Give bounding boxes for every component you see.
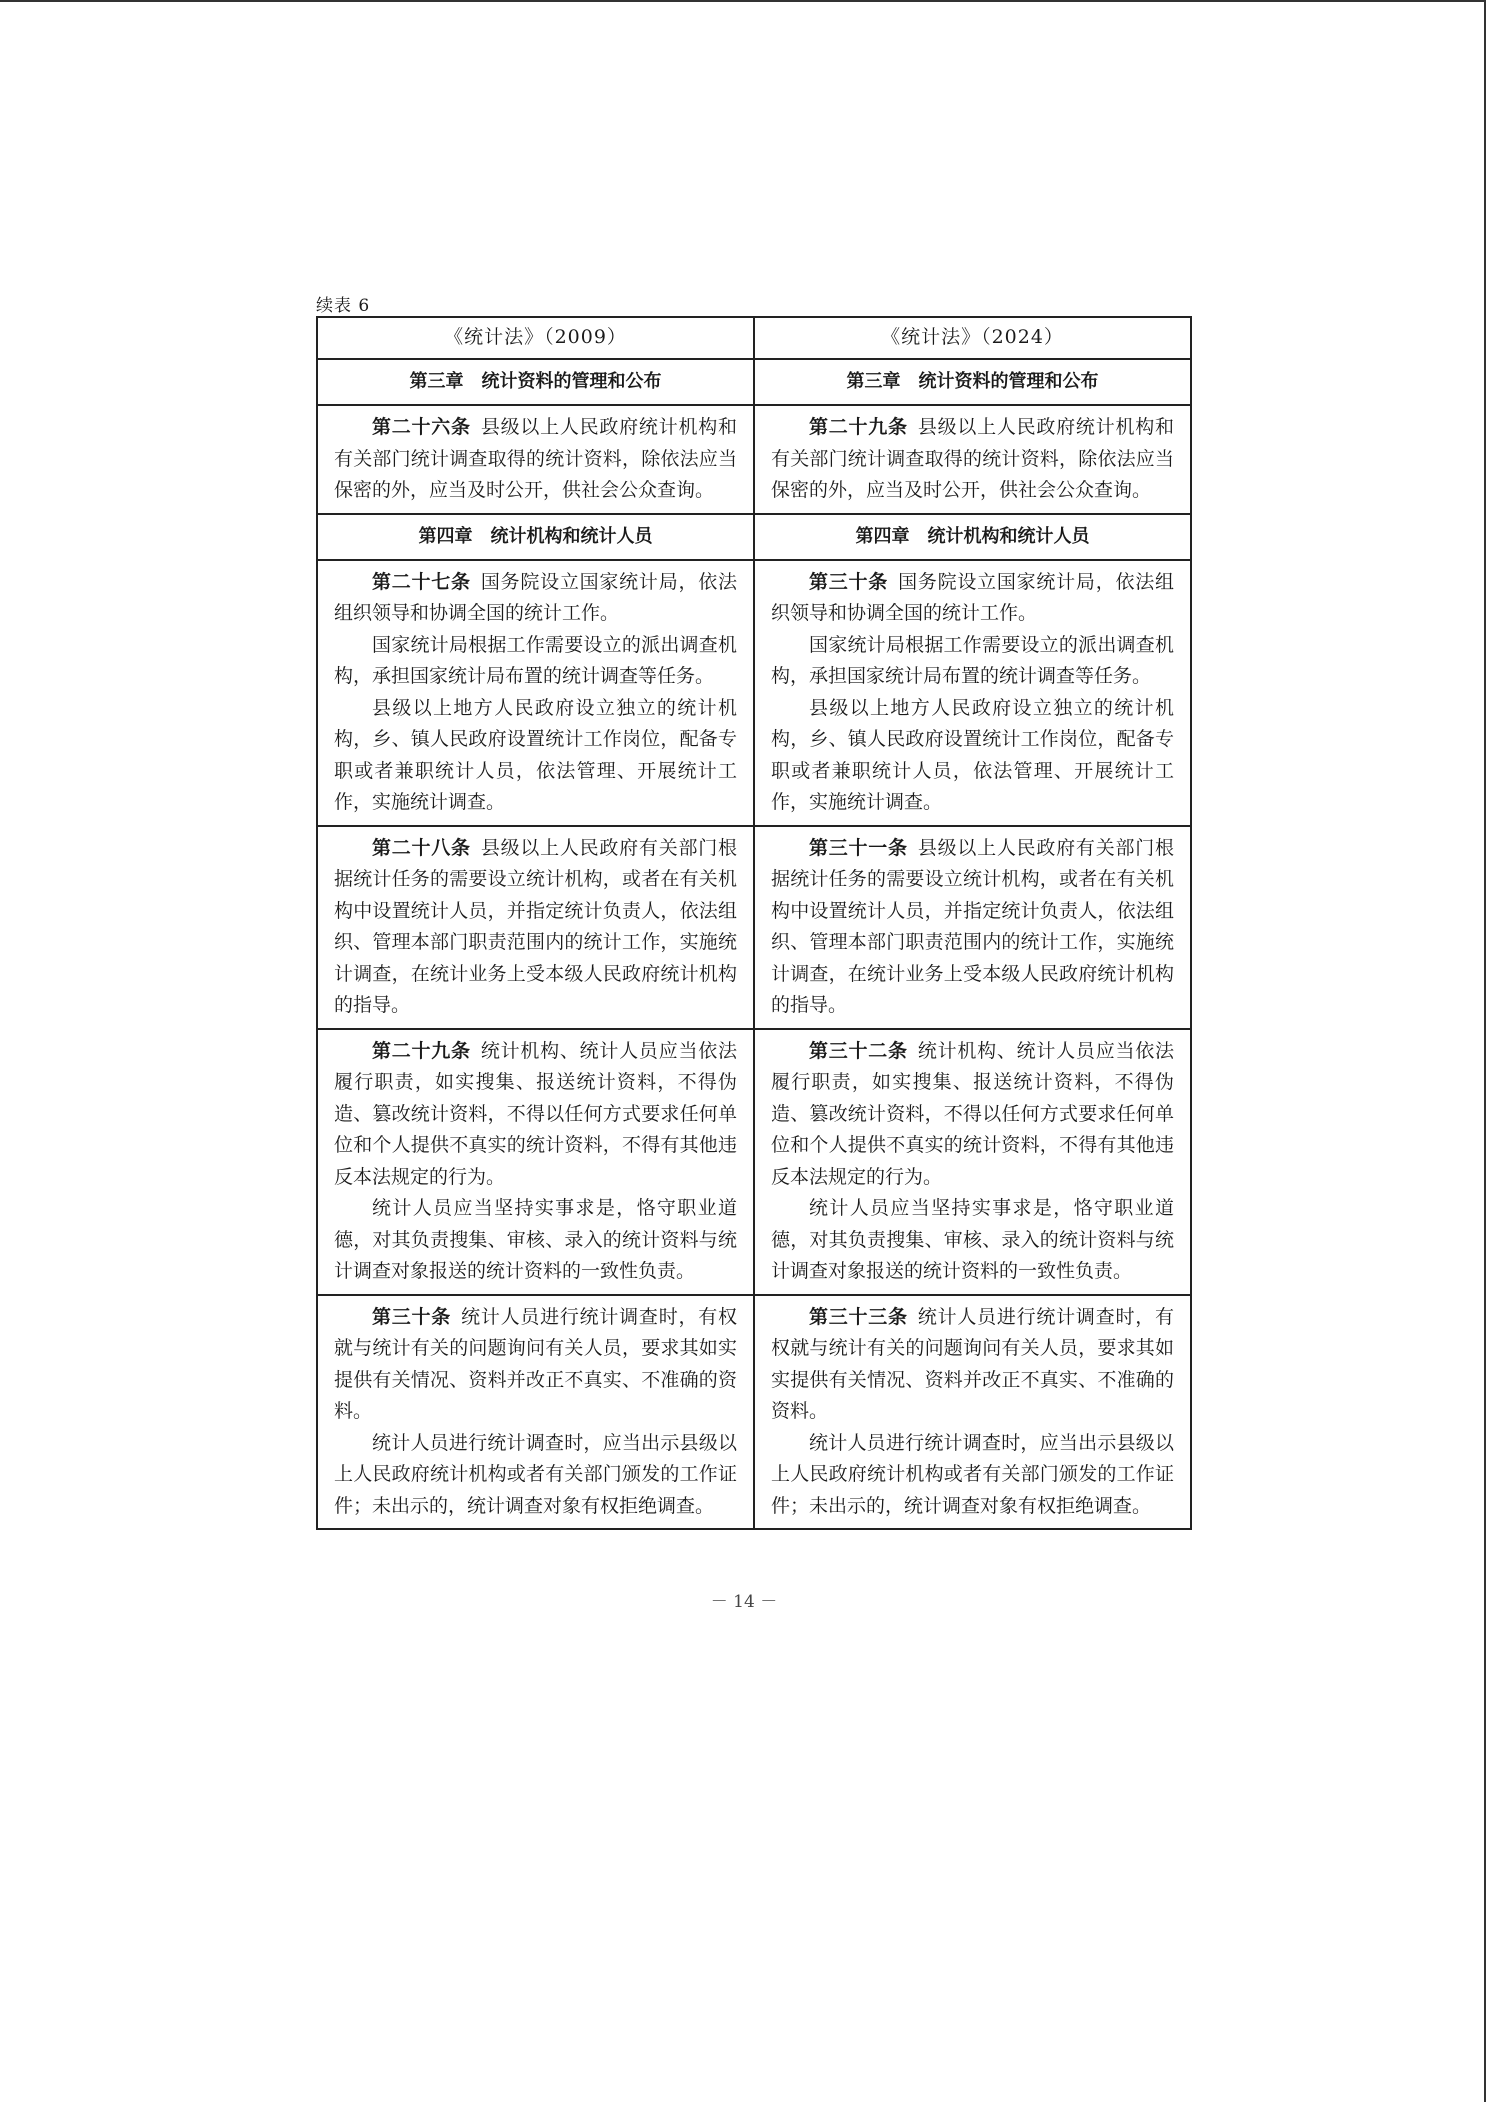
- article-paragraph: [771, 567, 1174, 630]
- article-cell-left: [317, 1029, 754, 1295]
- article-cell-right: [754, 1295, 1191, 1530]
- article-paragraph: [771, 1036, 1174, 1194]
- article-label: 第二十六条: [372, 416, 471, 438]
- chapter-row: [317, 514, 1191, 560]
- chapter-heading-right: [754, 359, 1191, 405]
- article-paragraph: [334, 1428, 737, 1523]
- article-paragraph: [334, 567, 737, 630]
- article-paragraph: [334, 693, 737, 819]
- article-label: 第三十条: [372, 1305, 452, 1328]
- article-cell-right: [754, 826, 1191, 1029]
- article-label: 第二十七条: [372, 570, 471, 593]
- article-text: 国务院设立国家统计局，依法组织领导和协调全国的统计工作。: [334, 570, 737, 624]
- chapter-heading-right: [754, 514, 1191, 560]
- article-text: 统计机构、统计人员应当依法履行职责，如实搜集、报送统计资料，不得伪造、篡改统计资料，不得以任何方式要求任何单位和个人提供不真实的统计资料，不得有其他违反本法规定的行为。: [334, 1039, 737, 1188]
- article-cell-right: [754, 560, 1191, 826]
- article-paragraph: [771, 1193, 1174, 1288]
- article-row: [317, 1295, 1191, 1530]
- article-text: 县级以上人民政府有关部门根据统计任务的需要设立统计机构，或者在有关机构中设置统计人员，并指定统计负责人，依法组织、管理本部门职责范围内的统计工作，实施统计调查，在统计业务上受本级人民政府统计机构的指导。: [771, 836, 1174, 1016]
- chapter-title: 统计资料的管理和公布: [481, 371, 662, 393]
- comparison-table: [316, 316, 1192, 1530]
- article-text: 国务院设立国家统计局，依法组织领导和协调全国的统计工作。: [771, 570, 1174, 624]
- article-text: 县级以上人民政府统计机构和有关部门统计调查取得的统计资料，除依法应当保密的外，应当及时公开，供社会公众查询。: [771, 416, 1174, 501]
- article-text: 国家统计局根据工作需要设立的派出调查机构，承担国家统计局布置的统计调查等任务。: [334, 633, 737, 687]
- article-text: 统计人员进行统计调查时，应当出示县级以上人民政府统计机构或者有关部门颁发的工作证件；未出示的，统计调查对象有权拒绝调查。: [771, 1431, 1174, 1517]
- article-row: [317, 826, 1191, 1029]
- article-cell-left: [317, 1295, 754, 1530]
- chapter-title: 统计机构和统计人员: [927, 525, 1090, 547]
- article-row: [317, 1029, 1191, 1295]
- article-paragraph: [771, 833, 1174, 1022]
- article-paragraph: [771, 1302, 1174, 1428]
- article-text: 统计人员进行统计调查时，应当出示县级以上人民政府统计机构或者有关部门颁发的工作证件；未出示的，统计调查对象有权拒绝调查。: [334, 1431, 737, 1517]
- article-paragraph: [771, 630, 1174, 693]
- table-header-row: [317, 317, 1191, 359]
- article-cell-left: [317, 826, 754, 1029]
- article-cell-right: [754, 405, 1191, 514]
- article-text: 统计人员应当坚持实事求是，恪守职业道德，对其负责搜集、审核、录入的统计资料与统计调查对象报送的统计资料的一致性负责。: [334, 1197, 737, 1282]
- chapter-row: [317, 359, 1191, 405]
- article-row: [317, 560, 1191, 826]
- column-header-2009: 《统计法》（2009）: [317, 317, 754, 359]
- article-cell-left: [317, 560, 754, 826]
- chapter-number: 第四章: [855, 525, 910, 547]
- chapter-number: 第四章: [418, 525, 473, 547]
- chapter-heading-left: [317, 359, 754, 405]
- chapter-number: 第三章: [409, 371, 464, 393]
- article-paragraph: [334, 412, 737, 507]
- table-caption: 续表 6: [316, 296, 371, 316]
- article-text: 县级以上人民政府统计机构和有关部门统计调查取得的统计资料，除依法应当保密的外，应当及时公开，供社会公众查询。: [334, 416, 737, 501]
- article-label: 第三十一条: [809, 836, 908, 859]
- article-paragraph: [334, 1193, 737, 1288]
- table-body: [317, 359, 1191, 1529]
- article-text: 县级以上人民政府有关部门根据统计任务的需要设立统计机构，或者在有关机构中设置统计人员，并指定统计负责人，依法组织、管理本部门职责范围内的统计工作，实施统计调查，在统计业务上受本级人民政府统计机构的指导。: [334, 836, 737, 1016]
- article-cell-left: [317, 405, 754, 514]
- article-label: 第二十九条: [809, 416, 908, 438]
- article-paragraph: [334, 833, 737, 1022]
- page-number: － 14 －: [710, 1592, 778, 1612]
- article-text: 统计机构、统计人员应当依法履行职责，如实搜集、报送统计资料，不得伪造、篡改统计资料，不得以任何方式要求任何单位和个人提供不真实的统计资料，不得有其他违反本法规定的行为。: [771, 1039, 1174, 1188]
- column-header-2024: 《统计法》（2024）: [754, 317, 1191, 359]
- article-paragraph: [334, 630, 737, 693]
- article-paragraph: [334, 1302, 737, 1428]
- chapter-number: 第三章: [846, 371, 901, 393]
- article-label: 第二十八条: [372, 836, 471, 859]
- article-label: 第三十三条: [809, 1305, 908, 1328]
- article-paragraph: [771, 1428, 1174, 1523]
- article-text: 统计人员进行统计调查时，有权就与统计有关的问题询问有关人员，要求其如实提供有关情况、资料并改正不真实、不准确的资料。: [334, 1305, 737, 1422]
- article-text: 县级以上地方人民政府设立独立的统计机构，乡、镇人民政府设置统计工作岗位，配备专职或者兼职统计人员，依法管理、开展统计工作，实施统计调查。: [771, 696, 1174, 813]
- article-label: 第三十二条: [809, 1039, 908, 1062]
- chapter-heading-left: [317, 514, 754, 560]
- article-paragraph: [771, 693, 1174, 819]
- article-text: 县级以上地方人民政府设立独立的统计机构，乡、镇人民政府设置统计工作岗位，配备专职或者兼职统计人员，依法管理、开展统计工作，实施统计调查。: [334, 696, 737, 813]
- article-text: 统计人员应当坚持实事求是，恪守职业道德，对其负责搜集、审核、录入的统计资料与统计调查对象报送的统计资料的一致性负责。: [771, 1197, 1174, 1282]
- article-label: 第三十条: [809, 570, 889, 593]
- chapter-title: 统计资料的管理和公布: [918, 371, 1099, 393]
- article-text: 国家统计局根据工作需要设立的派出调查机构，承担国家统计局布置的统计调查等任务。: [771, 633, 1174, 687]
- article-row: [317, 405, 1191, 514]
- article-paragraph: [771, 412, 1174, 507]
- article-cell-right: [754, 1029, 1191, 1295]
- chapter-title: 统计机构和统计人员: [490, 525, 653, 547]
- article-paragraph: [334, 1036, 737, 1194]
- article-label: 第二十九条: [372, 1039, 471, 1062]
- article-text: 统计人员进行统计调查时，有权就与统计有关的问题询问有关人员，要求其如实提供有关情况、资料并改正不真实、不准确的资料。: [771, 1305, 1174, 1422]
